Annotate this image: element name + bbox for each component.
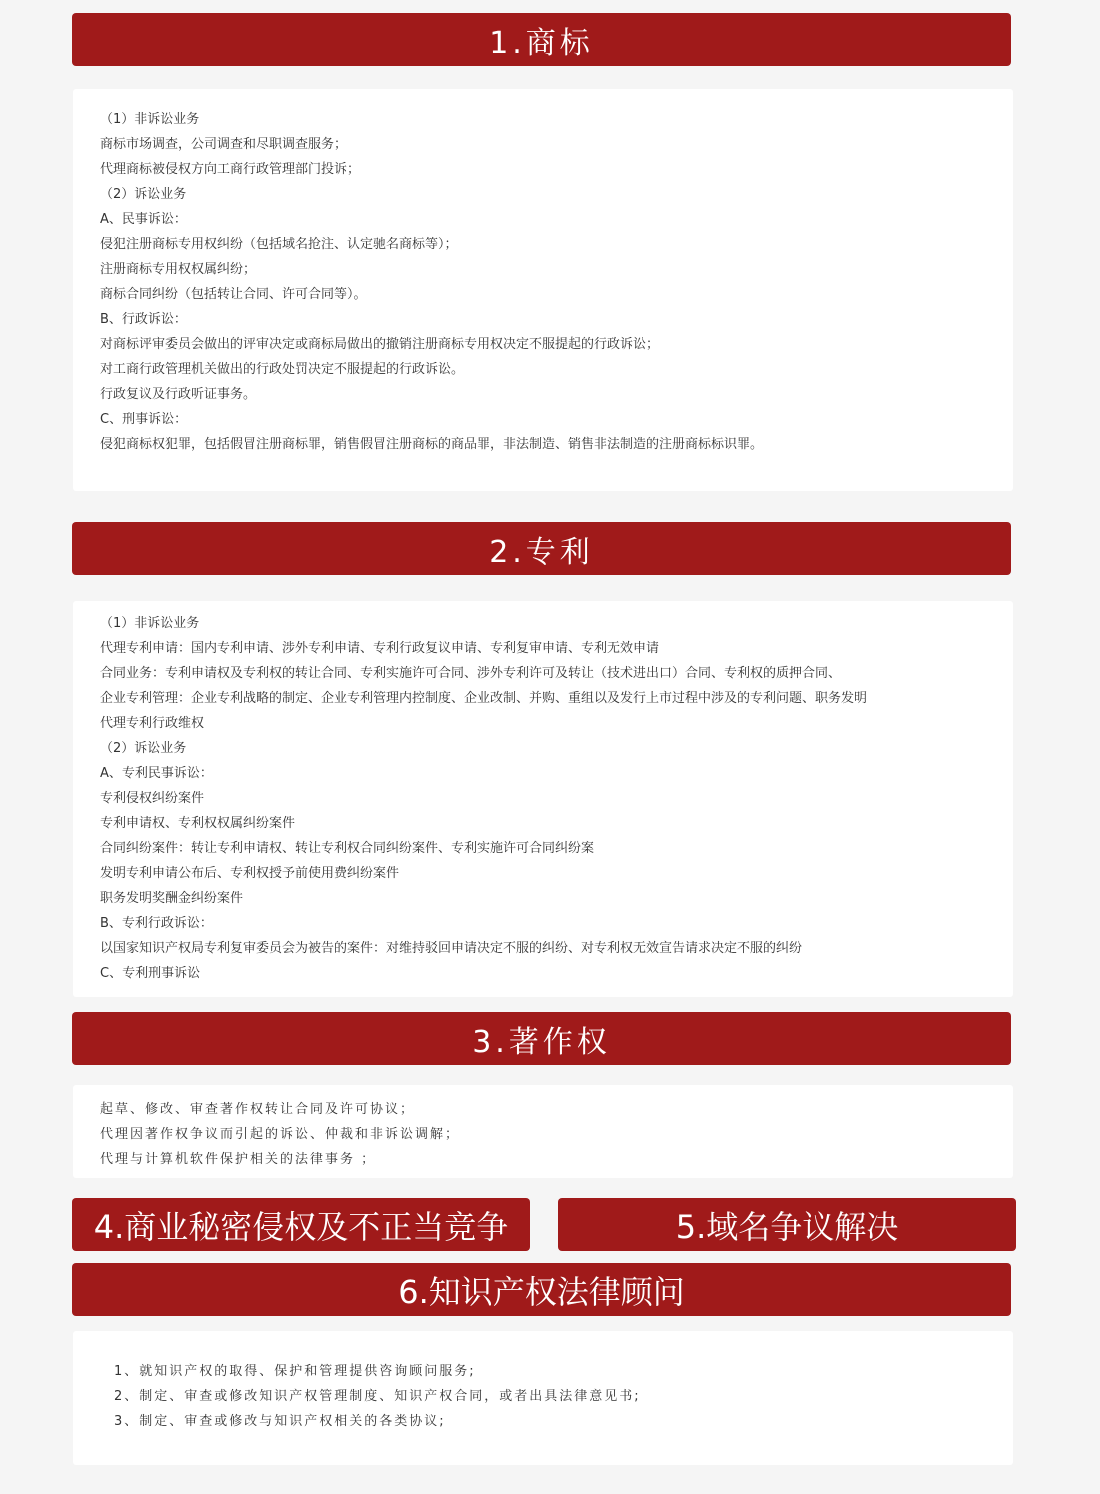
list-item: C、刑事诉讼： — [100, 412, 188, 427]
list-item: 1、就知识产权的取得、保护和管理提供咨询顾问服务; — [114, 1364, 476, 1379]
list-item: 侵犯商标权犯罪，包括假冒注册商标罪，销售假冒注册商标的商品罪，非法制造、销售非法制造的注册商标标识罪。 — [100, 437, 764, 452]
list-item: 商标合同纠纷（包括转让合同、许可合同等）。 — [100, 287, 367, 302]
list-item: A、专利民事诉讼： — [100, 766, 213, 781]
list-item: B、专利行政诉讼： — [100, 916, 213, 931]
list-item: 代理专利行政维权 — [100, 716, 205, 731]
list-item: 对工商行政管理机关做出的行政处罚决定不服提起的行政诉讼。 — [100, 362, 465, 377]
list-item: 注册商标专用权权属纠纷； — [100, 262, 257, 277]
list-item: 代理专利申请：国内专利申请、涉外专利申请、专利行政复议申请、专利复审申请、专利无效申请 — [100, 641, 660, 656]
list-item: 企业专利管理：企业专利战略的制定、企业专利管理内控制度、企业改制、并购、重组以及发行上市过程中涉及的专利问题、职务发明 — [100, 691, 868, 706]
section-6-title: 6.知识产权法律顾问 — [72, 1263, 1011, 1316]
section-3-title: 3.著作权 — [72, 1012, 1011, 1065]
section-2-title: 2.专利 — [72, 522, 1011, 575]
list-item: 3、制定、审查或修改与知识产权相关的各类协议; — [114, 1414, 446, 1429]
list-item: 合同纠纷案件：转让专利申请权、转让专利权合同纠纷案件、专利实施许可合同纠纷案 — [100, 841, 595, 856]
list-item: （1）非诉讼业务 — [100, 616, 200, 631]
list-item: 代理与计算机软件保护相关的法律事务 ； — [100, 1152, 377, 1167]
list-item: 对商标评审委员会做出的评审决定或商标局做出的撤销注册商标专用权决定不服提起的行政诉讼； — [100, 337, 660, 352]
list-item: 商标市场调查，公司调查和尽职调查服务； — [100, 137, 348, 152]
section-5-title: 5.域名争议解决 — [558, 1198, 1016, 1251]
list-item: 2、制定、审查或修改知识产权管理制度、知识产权合同，或者出具法律意见书; — [114, 1389, 641, 1404]
list-item: （2）诉讼业务 — [100, 187, 187, 202]
list-item: B、行政诉讼： — [100, 312, 187, 327]
list-item: 行政复议及行政听证事务。 — [100, 387, 257, 402]
list-item: 以国家知识产权局专利复审委员会为被告的案件：对维持驳回申请决定不服的纠纷、对专利权无效宣告请求决定不服的纠纷 — [100, 941, 803, 956]
section-4-title: 4.商业秘密侵权及不正当竞争 — [72, 1198, 530, 1251]
list-item: 侵犯注册商标专用权纠纷（包括域名抢注、认定驰名商标等）； — [100, 237, 458, 252]
list-item: 专利侵权纠纷案件 — [100, 791, 205, 806]
section-1-title: 1.商标 — [72, 13, 1011, 66]
list-item: （2）诉讼业务 — [100, 741, 187, 756]
list-item: C、专利刑事诉讼 — [100, 966, 201, 981]
list-item: 合同业务：专利申请权及专利权的转让合同、专利实施许可合同、涉外专利许可及转让（技术进出口）合同、专利权的质押合同、 — [100, 666, 842, 681]
list-item: （1）非诉讼业务 — [100, 112, 200, 127]
list-item: 专利申请权、专利权权属纠纷案件 — [100, 816, 296, 831]
list-item: A、民事诉讼： — [100, 212, 187, 227]
section-6-content — [73, 1331, 1013, 1465]
list-item: 职务发明奖酬金纠纷案件 — [100, 891, 244, 906]
section-2-content — [73, 601, 1013, 997]
section-1-content — [73, 89, 1013, 491]
list-item: 代理商标被侵权方向工商行政管理部门投诉； — [100, 162, 361, 177]
section-3-content — [73, 1085, 1013, 1178]
list-item: 发明专利申请公布后、专利权授予前使用费纠纷案件 — [100, 866, 400, 881]
list-item: 代理因著作权争议而引起的诉讼、仲裁和非诉讼调解； — [100, 1127, 461, 1142]
list-item: 起草、修改、审查著作权转让合同及许可协议； — [100, 1102, 416, 1117]
